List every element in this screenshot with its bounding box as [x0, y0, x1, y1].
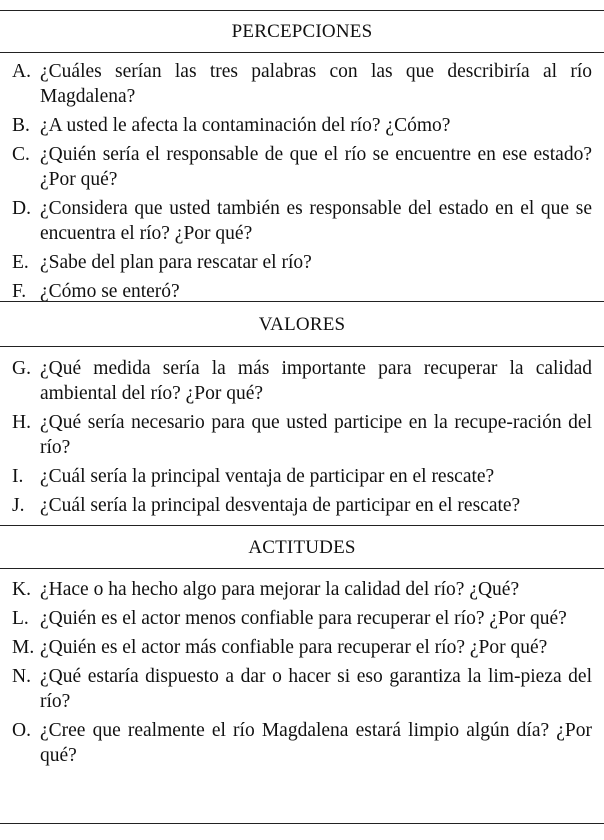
question-text: ¿Quién es el actor menos confiable para recuperar el río? ¿Por qué? — [40, 608, 567, 629]
question-letter: K. — [12, 579, 31, 600]
question-text: ¿Cuál sería la principal desventaja de participar en el rescate? — [40, 495, 521, 516]
question-letter: E. — [12, 252, 29, 273]
question-text: ¿Qué estaría dispuesto a dar o hacer si eso garantiza la lim-pieza del río? — [40, 666, 592, 712]
question-letter: M. — [12, 637, 35, 658]
section-title-percepciones: PERCEPCIONES — [231, 21, 373, 42]
question-letter: L. — [12, 608, 29, 629]
question-item-d — [12, 196, 592, 246]
question-text: ¿Quién es el actor más confiable para recuperar el río? ¿Por qué? — [40, 637, 548, 658]
question-text: ¿Hace o ha hecho algo para mejorar la calidad del río? ¿Qué? — [40, 579, 520, 600]
question-text: ¿Qué sería necesario para que usted participe en la recupe-ración del río? — [40, 412, 592, 458]
section-title-valores: VALORES — [258, 314, 346, 335]
question-letter: J. — [12, 495, 25, 516]
section-title-actitudes: ACTITUDES — [248, 537, 356, 558]
question-text: ¿Considera que usted también es responsable del estado en el que se encuentra el río? ¿Por qué? — [40, 198, 592, 244]
section-rule-top-actitudes — [0, 525, 604, 526]
question-list-valores — [12, 356, 592, 522]
question-item-b — [12, 113, 592, 138]
question-item-h — [12, 410, 592, 460]
question-text: ¿Cuál sería la principal ventaja de participar en el rescate? — [40, 466, 495, 487]
question-item-k — [12, 577, 592, 602]
question-letter: I. — [12, 466, 24, 487]
question-item-m — [12, 635, 592, 660]
question-letter: G. — [12, 358, 31, 379]
question-letter: D. — [12, 198, 31, 219]
question-item-j — [12, 493, 592, 518]
question-item-a — [12, 59, 592, 109]
section-rule-valores — [0, 346, 604, 347]
top-rule — [0, 10, 604, 11]
question-item-n — [12, 664, 592, 714]
question-text: ¿Qué medida sería la más importante para recuperar la calidad ambiental del río? ¿Por qué? — [40, 358, 592, 404]
question-letter: A. — [12, 61, 31, 82]
bottom-rule — [0, 823, 604, 824]
question-letter: B. — [12, 115, 30, 136]
question-letter: C. — [12, 144, 30, 165]
section-rule-percepciones — [0, 52, 604, 53]
question-item-e — [12, 250, 592, 275]
question-item-l — [12, 606, 592, 631]
question-letter: O. — [12, 720, 31, 741]
question-item-o — [12, 718, 592, 768]
question-item-i — [12, 464, 592, 489]
question-text: ¿Cree que realmente el río Magdalena estará limpio algún día? ¿Por qué? — [40, 720, 592, 766]
question-list-actitudes — [12, 577, 592, 772]
question-text: ¿A usted le afecta la contaminación del río? ¿Cómo? — [40, 115, 451, 136]
question-letter: H. — [12, 412, 31, 433]
section-rule-top-valores — [0, 301, 604, 302]
question-text: ¿Sabe del plan para rescatar el río? — [40, 252, 312, 273]
section-rule-actitudes — [0, 568, 604, 569]
question-text: ¿Quién sería el responsable de que el río se encuentre en ese estado? ¿Por qué? — [40, 144, 592, 190]
question-item-c — [12, 142, 592, 192]
question-list-percepciones — [12, 59, 592, 308]
question-letter: F. — [12, 281, 27, 302]
question-text: ¿Cómo se enteró? — [40, 281, 180, 302]
question-letter: N. — [12, 666, 31, 687]
question-item-g — [12, 356, 592, 406]
question-text: ¿Cuáles serían las tres palabras con las que describiría al río Magdalena? — [40, 61, 592, 107]
